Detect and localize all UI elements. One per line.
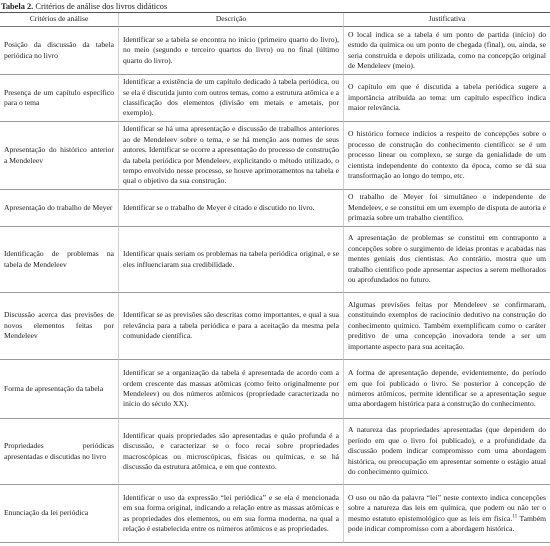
justification-text: O trabalho de Meyer foi simultâneo e independente de Mendeleev, e se constitui em um exemplo de disputa de autoria e primazia sobre um trabalho científico. — [348, 192, 546, 223]
description-cell — [118, 485, 343, 543]
justification-cell — [343, 227, 550, 293]
description-cell — [118, 419, 343, 485]
description-text: Identificar se o trabalho de Meyer é citado e discutido no livro. — [123, 202, 315, 212]
table-caption-text: Critérios de análise dos livros didáticos — [35, 2, 168, 11]
column-header-text: Descrição — [215, 14, 247, 24]
justification-text — [348, 493, 546, 535]
justification-text: O local indica se a tabela é um ponto de partida (início) do estudo da química ou um ponto de chegada (final), ou, ainda, se seria construída e depois utilizada, como na concepção original de Mendeleev (meio). — [348, 29, 546, 70]
criterion-cell — [0, 485, 118, 543]
description-text: Identificar se as previsões são descritas como importantes, e qual a sua relevância para a tabela periódica e para a aceitação da mesma pela comunidade científica. — [123, 310, 339, 341]
description-cell — [118, 75, 343, 122]
justification-cell — [343, 27, 550, 75]
description-text: Identificar se há uma apresentação e discussão de trabalhos anteriores ao de Mendeleev sobre o tema, e se há menção aos nomes de seus autores. Identificar se ocorre a apresentação do processo de construção da tabela periódica por Mendeleev, explicitando o método utilizado, o tempo envolvido nesse processo, se houve aprimoramentos na tabela e qual o objetivo da sua construção. — [123, 124, 339, 186]
criterion-text: Discussão acerca das previsões de novos elementos feitas por Mendeleev — [4, 310, 114, 341]
column-header-criterios — [0, 13, 118, 27]
criterion-text: Presença de um capítulo específico para o tema — [4, 87, 114, 107]
criterion-cell — [0, 75, 118, 122]
description-text: Identificar quais propriedades são apresentadas e quão profunda é a discussão, e caracterizar se o foco recai sobre propriedades macroscópicas ou microscópicas, físicas ou químicas, e se há discussão da estrutura atômica, e em que contexto. — [123, 430, 339, 471]
criterion-text: Forma de apresentação da tabela — [4, 383, 104, 393]
justification-text: A apresentação de problemas se constitui em contraponto a concepções sobre o surgimento de ideias prontas e acabadas nas mentes geniais dos cientistas. Ao contrário, mostra que um trabalho científico pode apresentar aspectos a serem melhorados ou aprofundados no futuro. — [348, 233, 546, 285]
justification-text-continuation: Também pode indicar compromisso com a abordagem histórica. — [348, 513, 546, 533]
description-cell — [118, 27, 343, 75]
description-cell — [118, 293, 343, 360]
criterion-cell — [0, 190, 118, 227]
column-header-text: Justificativa — [428, 14, 466, 24]
criterion-text: Enunciação da lei periódica — [4, 508, 89, 518]
justification-cell — [343, 75, 550, 122]
justification-text: A forma de apresentação depende, evidentemente, do período em que foi publicado o livro. Se posterior à concepção de números atômicos, permite identificar se a apresentação segue uma abordagem histórica para a construção do conhecimento. — [348, 368, 546, 409]
description-text: Identificar se a organização da tabela é apresentada de acordo com a ordem crescente das massas atômicas (como feito originalmente por Mendeleev) ou dos números atômicos (propriedade caracterizada no início do século XX). — [123, 368, 339, 409]
criterion-text: Posição da discussão da tabela periódica no livro — [4, 40, 114, 60]
column-header-text: Critérios de análise — [29, 14, 89, 24]
column-header-descricao — [118, 13, 343, 27]
criterion-cell — [0, 27, 118, 75]
criteria-table — [0, 12, 550, 543]
description-text: Identificar a existência de um capítulo dedicado à tabela periódica, ou se ela é discutida junto com outros temas, como a estrutura atômica e a classificação dos elementos (divisão em metais e ametais, por exemplo). — [123, 77, 339, 118]
table-caption — [1, 1, 167, 12]
criterion-cell — [0, 360, 118, 419]
description-text: Identificar o uso da expressão “lei periódica” e se ela é mencionada em sua forma original, indicando a relação entre as massas atômicas e as propriedades dos elementos, ou em sua forma moderna, na qual a relação é estabelecida entre os números atômicos e as propriedades. — [123, 492, 339, 533]
justification-text: A natureza das propriedades apresentadas (que dependem do período em que o livro foi publicado), e a profundidade da discussão podem indicar compromisso com uma abordagem histórica, ou preocupação em apresentar somente o estágio atual do conhecimento químico. — [348, 425, 546, 477]
justification-text: O histórico fornece indícios a respeito de concepções sobre o processo de construção do conhecimento científico: se é um processo linear ou complexo, se surge da genialidade de um cientista independente do contexto da época, como se dá sua transformação ao longo do tempo, etc. — [348, 129, 546, 181]
justification-cell — [343, 360, 550, 419]
criterion-text: Identificação de problemas na tabela de Mendeleev — [4, 249, 114, 269]
justification-cell — [343, 419, 550, 485]
justification-cell — [343, 293, 550, 360]
justification-text: O capítulo em que é discutida a tabela periódica sugere a importância atribuída ao tema: um capítulo específico indica maior relevância. — [348, 82, 546, 113]
justification-cell — [343, 190, 550, 227]
description-text: Identificar se a tabela se encontra no início (primeiro quarto do livro), no meio (segundo e terceiro quartos do livro) ou no final (último quarto do livro). — [123, 34, 339, 65]
criterion-text: Apresentação do trabalho de Meyer — [4, 202, 113, 212]
justification-cell — [343, 122, 550, 190]
criterion-cell — [0, 227, 118, 293]
criterion-cell — [0, 293, 118, 360]
criterion-cell — [0, 122, 118, 190]
citation-reference: 11 — [512, 512, 518, 519]
table-number: Tabela 2. — [1, 2, 34, 11]
justification-cell — [343, 485, 550, 543]
description-text: Identificar quais seriam os problemas na tabela periódica original, e se eles influenciaram sua credibilidade. — [123, 249, 339, 269]
criterion-cell — [0, 419, 118, 485]
description-cell — [118, 360, 343, 419]
justification-text: Algumas previsões feitas por Mendeleev se confirmaram, constituindo exemplos de raciocínio dedutivo na construção do conhecimento químico. Também exemplificam como o caráter preditivo de uma concepção inovadora tende a ser um importante aspecto para sua aceitação. — [348, 299, 546, 351]
justification-text-part: O uso ou não da palavra “lei” neste contexto indica concepções sobre a natureza das leis em química, que podem ou não ter o mesmo estatuto epistemológico que as leis em física. — [348, 492, 546, 523]
description-cell — [118, 227, 343, 293]
criterion-text: Propriedades periódicas apresentadas e discutidas no livro — [4, 441, 114, 461]
description-cell — [118, 190, 343, 227]
column-header-justificativa — [343, 13, 550, 27]
criterion-text: Apresentação do histórico anterior a Mendeleev — [4, 145, 114, 165]
description-cell — [118, 122, 343, 190]
